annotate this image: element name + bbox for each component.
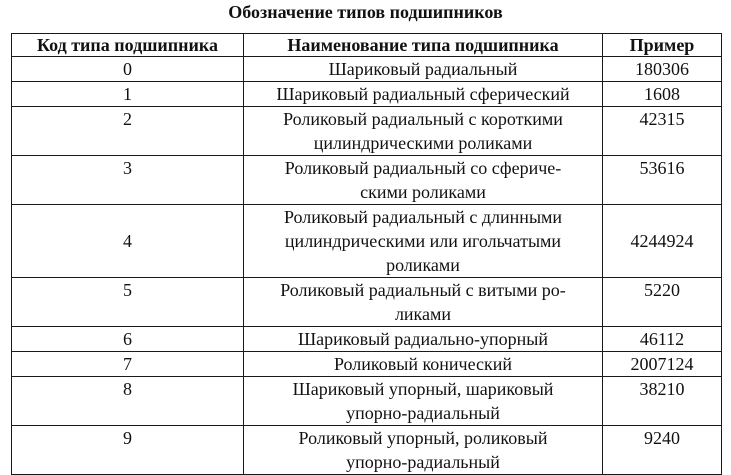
row-example: 2007124	[603, 352, 722, 377]
table-title: Обозначение типов подшипников	[228, 2, 503, 22]
row-name-line: Роликовый конический	[333, 354, 513, 374]
row-name-line: Шариковый радиальный	[328, 59, 518, 79]
row-name	[244, 57, 603, 82]
table-row	[12, 107, 722, 156]
row-code: 1	[12, 82, 244, 107]
table-row	[12, 82, 722, 107]
row-code: 9	[12, 426, 244, 475]
row-name-line: Роликовый радиальный с витыми ро-	[280, 280, 566, 300]
row-example: 180306	[603, 57, 722, 82]
row-code: 2	[12, 107, 244, 156]
row-example: 5220	[603, 278, 722, 327]
row-example: 4244924	[603, 205, 722, 278]
row-name-line: цилиндрическими или игольчатыми	[284, 231, 562, 251]
row-name-line: скими роликами	[360, 182, 486, 202]
row-code: 8	[12, 377, 244, 426]
row-code: 6	[12, 327, 244, 352]
row-name	[244, 156, 603, 205]
row-example: 42315	[603, 107, 722, 156]
row-name-line: Роликовый упорный, роликовый	[298, 428, 548, 448]
table-row	[12, 377, 722, 426]
row-name-line: роликами	[386, 255, 460, 275]
row-example: 53616	[603, 156, 722, 205]
header-name: Наименование типа подшипника	[244, 34, 603, 57]
row-name-line: Роликовый радиальный с короткими	[283, 109, 563, 129]
row-code: 3	[12, 156, 244, 205]
row-name	[244, 426, 603, 475]
row-name	[244, 327, 603, 352]
row-name	[244, 205, 603, 278]
row-name-line: упорно-радиальный	[346, 403, 500, 423]
row-code: 4	[12, 205, 244, 278]
table-row	[12, 352, 722, 377]
table-row	[12, 205, 722, 278]
row-name-line: ликами	[394, 304, 452, 324]
row-name-line: Шариковый упорный, шариковый	[292, 379, 554, 399]
row-code: 5	[12, 278, 244, 327]
row-example: 38210	[603, 377, 722, 426]
bearing-types-table	[11, 33, 722, 475]
header-example: Пример	[603, 34, 722, 57]
row-name	[244, 352, 603, 377]
row-code: 0	[12, 57, 244, 82]
row-name-line: Роликовый радиальный с длинными	[283, 207, 563, 227]
table-header-row	[12, 34, 722, 57]
table-row	[12, 57, 722, 82]
table-row	[12, 426, 722, 475]
row-name-line: Роликовый радиальный со сфериче-	[284, 158, 562, 178]
row-example: 1608	[603, 82, 722, 107]
row-name-line: Шариковый радиально-упорный	[297, 329, 549, 349]
row-name	[244, 278, 603, 327]
row-example: 9240	[603, 426, 722, 475]
row-name	[244, 82, 603, 107]
row-name-line: упорно-радиальный	[346, 452, 500, 472]
table-row	[12, 327, 722, 352]
table-row	[12, 278, 722, 327]
row-name-line: Шариковый радиальный сферический	[276, 84, 570, 104]
row-name	[244, 107, 603, 156]
row-name	[244, 377, 603, 426]
header-code: Код типа подшипника	[12, 34, 244, 57]
row-name-line: цилиндрическими роликами	[313, 133, 533, 153]
row-example: 46112	[603, 327, 722, 352]
row-code: 7	[12, 352, 244, 377]
table-row	[12, 156, 722, 205]
